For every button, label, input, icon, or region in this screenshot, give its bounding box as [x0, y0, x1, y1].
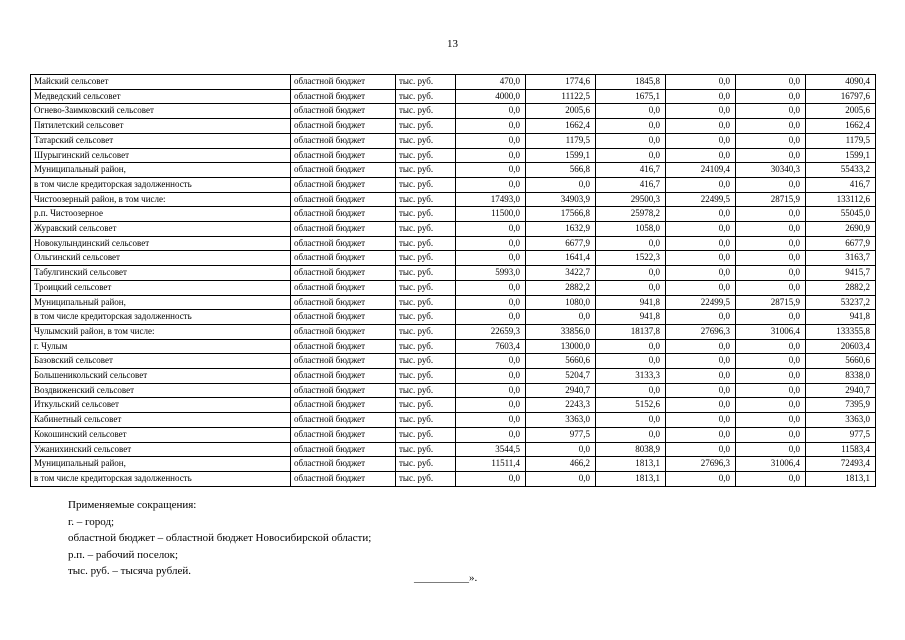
value-cell: 0,0	[736, 427, 806, 442]
value-cell: 0,0	[736, 413, 806, 428]
row-label-cell: в том числе кредиторская задолженность	[31, 310, 291, 325]
value-cell: 55045,0	[806, 207, 876, 222]
value-cell: 0,0	[456, 427, 526, 442]
value-cell: 0,0	[596, 383, 666, 398]
table-row	[31, 119, 876, 134]
unit-cell: тыс. руб.	[396, 75, 456, 90]
value-cell: 0,0	[666, 133, 736, 148]
unit-cell: тыс. руб.	[396, 471, 456, 486]
value-cell: 0,0	[736, 75, 806, 90]
value-cell: 0,0	[456, 354, 526, 369]
abbreviation-item: тыс. руб. – тысяча рублей.	[68, 565, 191, 577]
table-row	[31, 177, 876, 192]
value-cell: 1813,1	[596, 457, 666, 472]
row-label-cell: р.п. Чистоозерное	[31, 207, 291, 222]
value-cell: 11583,4	[806, 442, 876, 457]
abbreviation-item: г. – город;	[68, 515, 115, 528]
value-cell: 1080,0	[526, 295, 596, 310]
value-cell: 3422,7	[526, 266, 596, 281]
budget-source-cell: областной бюджет	[291, 339, 396, 354]
value-cell: 0,0	[666, 148, 736, 163]
budget-source-cell: областной бюджет	[291, 104, 396, 119]
value-cell: 941,8	[596, 295, 666, 310]
unit-cell: тыс. руб.	[396, 442, 456, 457]
value-cell: 72493,4	[806, 457, 876, 472]
value-cell: 0,0	[596, 266, 666, 281]
value-cell: 1845,8	[596, 75, 666, 90]
budget-source-cell: областной бюджет	[291, 369, 396, 384]
value-cell: 2690,9	[806, 222, 876, 237]
value-cell: 0,0	[666, 104, 736, 119]
value-cell: 2882,2	[806, 280, 876, 295]
value-cell: 0,0	[526, 310, 596, 325]
value-cell: 7395,9	[806, 398, 876, 413]
value-cell: 0,0	[666, 222, 736, 237]
value-cell: 0,0	[736, 369, 806, 384]
unit-cell: тыс. руб.	[396, 207, 456, 222]
value-cell: 0,0	[666, 266, 736, 281]
value-cell: 133112,6	[806, 192, 876, 207]
value-cell: 0,0	[736, 207, 806, 222]
value-cell: 4090,4	[806, 75, 876, 90]
value-cell: 8338,0	[806, 369, 876, 384]
table-row	[31, 383, 876, 398]
value-cell: 0,0	[736, 148, 806, 163]
value-cell: 1813,1	[596, 471, 666, 486]
value-cell: 0,0	[736, 280, 806, 295]
budget-source-cell: областной бюджет	[291, 163, 396, 178]
value-cell: 0,0	[736, 266, 806, 281]
value-cell: 0,0	[596, 236, 666, 251]
budget-source-cell: областной бюджет	[291, 427, 396, 442]
abbreviation-item: р.п. – рабочий поселок;	[68, 548, 179, 561]
row-label-cell: Пятилетский сельсовет	[31, 119, 291, 134]
value-cell: 0,0	[526, 177, 596, 192]
value-cell: 25978,2	[596, 207, 666, 222]
budget-source-cell: областной бюджет	[291, 295, 396, 310]
budget-source-cell: областной бюджет	[291, 192, 396, 207]
value-cell: 16797,6	[806, 89, 876, 104]
table-row	[31, 310, 876, 325]
unit-cell: тыс. руб.	[396, 457, 456, 472]
budget-source-cell: областной бюджет	[291, 413, 396, 428]
value-cell: 2940,7	[806, 383, 876, 398]
unit-cell: тыс. руб.	[396, 324, 456, 339]
value-cell: 133355,8	[806, 324, 876, 339]
row-label-cell: Чистоозерный район, в том числе:	[31, 192, 291, 207]
unit-cell: тыс. руб.	[396, 369, 456, 384]
unit-cell: тыс. руб.	[396, 192, 456, 207]
budget-source-cell: областной бюджет	[291, 89, 396, 104]
value-cell: 0,0	[736, 104, 806, 119]
value-cell: 11511,4	[456, 457, 526, 472]
row-label-cell: Муниципальный район,	[31, 457, 291, 472]
value-cell: 0,0	[666, 383, 736, 398]
value-cell: 0,0	[666, 251, 736, 266]
value-cell: 0,0	[666, 354, 736, 369]
value-cell: 31006,4	[736, 324, 806, 339]
value-cell: 1522,3	[596, 251, 666, 266]
budget-source-cell: областной бюджет	[291, 75, 396, 90]
value-cell: 0,0	[666, 177, 736, 192]
value-cell: 34903,9	[526, 192, 596, 207]
value-cell: 0,0	[666, 89, 736, 104]
value-cell: 11122,5	[526, 89, 596, 104]
value-cell: 0,0	[736, 383, 806, 398]
value-cell: 11500,0	[456, 207, 526, 222]
value-cell: 941,8	[806, 310, 876, 325]
row-label-cell: Кокошинский сельсовет	[31, 427, 291, 442]
row-label-cell: Табулгинский сельсовет	[31, 266, 291, 281]
value-cell: 0,0	[736, 398, 806, 413]
value-cell: 1662,4	[526, 119, 596, 134]
table-row	[31, 236, 876, 251]
value-cell: 0,0	[456, 251, 526, 266]
row-label-cell: г. Чулым	[31, 339, 291, 354]
budget-source-cell: областной бюджет	[291, 119, 396, 134]
value-cell: 941,8	[596, 310, 666, 325]
value-cell: 0,0	[456, 295, 526, 310]
value-cell: 24109,4	[666, 163, 736, 178]
budget-source-cell: областной бюджет	[291, 398, 396, 413]
row-label-cell: Шурыгинский сельсовет	[31, 148, 291, 163]
row-label-cell: Воздвиженский сельсовет	[31, 383, 291, 398]
value-cell: 28715,9	[736, 295, 806, 310]
table-row	[31, 280, 876, 295]
unit-cell: тыс. руб.	[396, 104, 456, 119]
table-row	[31, 354, 876, 369]
value-cell: 0,0	[666, 280, 736, 295]
value-cell: 5660,6	[526, 354, 596, 369]
budget-source-cell: областной бюджет	[291, 266, 396, 281]
row-label-cell: Чулымский район, в том числе:	[31, 324, 291, 339]
table-row	[31, 251, 876, 266]
value-cell: 33856,0	[526, 324, 596, 339]
value-cell: 6677,9	[806, 236, 876, 251]
value-cell: 1599,1	[806, 148, 876, 163]
row-label-cell: Ужанихинский сельсовет	[31, 442, 291, 457]
value-cell: 18137,8	[596, 324, 666, 339]
value-cell: 0,0	[666, 119, 736, 134]
value-cell: 0,0	[596, 104, 666, 119]
budget-source-cell: областной бюджет	[291, 251, 396, 266]
value-cell: 0,0	[736, 471, 806, 486]
table-row	[31, 398, 876, 413]
value-cell: 0,0	[736, 222, 806, 237]
value-cell: 13000,0	[526, 339, 596, 354]
table-row	[31, 369, 876, 384]
value-cell: 0,0	[456, 471, 526, 486]
value-cell: 0,0	[456, 163, 526, 178]
value-cell: 55433,2	[806, 163, 876, 178]
row-label-cell: Медведский сельсовет	[31, 89, 291, 104]
row-label-cell: Ольгинский сельсовет	[31, 251, 291, 266]
value-cell: 0,0	[456, 383, 526, 398]
budget-table-body	[31, 75, 876, 487]
table-row	[31, 104, 876, 119]
value-cell: 0,0	[666, 207, 736, 222]
row-label-cell: Огнево-Заимковский сельсовет	[31, 104, 291, 119]
value-cell: 3363,0	[526, 413, 596, 428]
value-cell: 1599,1	[526, 148, 596, 163]
value-cell: 0,0	[666, 339, 736, 354]
value-cell: 0,0	[666, 236, 736, 251]
value-cell: 1662,4	[806, 119, 876, 134]
value-cell: 1058,0	[596, 222, 666, 237]
value-cell: 30340,3	[736, 163, 806, 178]
value-cell: 0,0	[456, 222, 526, 237]
unit-cell: тыс. руб.	[396, 177, 456, 192]
value-cell: 0,0	[456, 398, 526, 413]
budget-source-cell: областной бюджет	[291, 148, 396, 163]
table-row	[31, 339, 876, 354]
budget-source-cell: областной бюджет	[291, 133, 396, 148]
budget-source-cell: областной бюджет	[291, 222, 396, 237]
value-cell: 22659,3	[456, 324, 526, 339]
value-cell: 0,0	[736, 177, 806, 192]
value-cell: 5204,7	[526, 369, 596, 384]
value-cell: 0,0	[666, 75, 736, 90]
table-row	[31, 222, 876, 237]
value-cell: 2882,2	[526, 280, 596, 295]
unit-cell: тыс. руб.	[396, 413, 456, 428]
value-cell: 3363,0	[806, 413, 876, 428]
unit-cell: тыс. руб.	[396, 383, 456, 398]
value-cell: 5993,0	[456, 266, 526, 281]
value-cell: 0,0	[596, 148, 666, 163]
unit-cell: тыс. руб.	[396, 398, 456, 413]
budget-source-cell: областной бюджет	[291, 457, 396, 472]
value-cell: 0,0	[456, 104, 526, 119]
unit-cell: тыс. руб.	[396, 89, 456, 104]
budget-table	[30, 74, 876, 487]
value-cell: 0,0	[596, 119, 666, 134]
budget-source-cell: областной бюджет	[291, 442, 396, 457]
table-row	[31, 295, 876, 310]
page-number: 13	[447, 38, 458, 50]
value-cell: 0,0	[456, 236, 526, 251]
value-cell: 0,0	[456, 148, 526, 163]
row-label-cell: Базовский сельсовет	[31, 354, 291, 369]
unit-cell: тыс. руб.	[396, 295, 456, 310]
row-label-cell: Кабинетный сельсовет	[31, 413, 291, 428]
value-cell: 0,0	[736, 251, 806, 266]
value-cell: 0,0	[456, 413, 526, 428]
row-label-cell: в том числе кредиторская задолженность	[31, 471, 291, 486]
row-label-cell: Майский сельсовет	[31, 75, 291, 90]
value-cell: 27696,3	[666, 457, 736, 472]
value-cell: 0,0	[526, 442, 596, 457]
value-cell: 1179,5	[806, 133, 876, 148]
unit-cell: тыс. руб.	[396, 236, 456, 251]
value-cell: 17566,8	[526, 207, 596, 222]
value-cell: 0,0	[666, 427, 736, 442]
value-cell: 470,0	[456, 75, 526, 90]
unit-cell: тыс. руб.	[396, 280, 456, 295]
table-row	[31, 192, 876, 207]
value-cell: 0,0	[596, 427, 666, 442]
value-cell: 17493,0	[456, 192, 526, 207]
value-cell: 2243,3	[526, 398, 596, 413]
table-row	[31, 148, 876, 163]
budget-source-cell: областной бюджет	[291, 177, 396, 192]
table-row	[31, 266, 876, 281]
value-cell: 22499,5	[666, 295, 736, 310]
value-cell: 27696,3	[666, 324, 736, 339]
value-cell: 0,0	[736, 89, 806, 104]
unit-cell: тыс. руб.	[396, 133, 456, 148]
value-cell: 0,0	[736, 119, 806, 134]
value-cell: 2940,7	[526, 383, 596, 398]
value-cell: 6677,9	[526, 236, 596, 251]
value-cell: 466,2	[526, 457, 596, 472]
closing-quote: __________».	[414, 572, 478, 584]
value-cell: 1179,5	[526, 133, 596, 148]
value-cell: 1675,1	[596, 89, 666, 104]
unit-cell: тыс. руб.	[396, 354, 456, 369]
value-cell: 566,8	[526, 163, 596, 178]
unit-cell: тыс. руб.	[396, 266, 456, 281]
budget-source-cell: областной бюджет	[291, 280, 396, 295]
budget-source-cell: областной бюджет	[291, 354, 396, 369]
value-cell: 0,0	[666, 310, 736, 325]
value-cell: 1632,9	[526, 222, 596, 237]
value-cell: 0,0	[456, 310, 526, 325]
value-cell: 0,0	[456, 177, 526, 192]
value-cell: 0,0	[736, 442, 806, 457]
value-cell: 416,7	[596, 163, 666, 178]
value-cell: 0,0	[736, 310, 806, 325]
value-cell: 0,0	[666, 442, 736, 457]
value-cell: 0,0	[666, 398, 736, 413]
table-row	[31, 75, 876, 90]
value-cell: 20603,4	[806, 339, 876, 354]
value-cell: 22499,5	[666, 192, 736, 207]
unit-cell: тыс. руб.	[396, 148, 456, 163]
value-cell: 1774,6	[526, 75, 596, 90]
budget-source-cell: областной бюджет	[291, 324, 396, 339]
budget-source-cell: областной бюджет	[291, 207, 396, 222]
value-cell: 5660,6	[806, 354, 876, 369]
value-cell: 0,0	[596, 354, 666, 369]
value-cell: 28715,9	[736, 192, 806, 207]
table-row	[31, 427, 876, 442]
unit-cell: тыс. руб.	[396, 163, 456, 178]
value-cell: 977,5	[806, 427, 876, 442]
value-cell: 0,0	[666, 413, 736, 428]
row-label-cell: Татарский сельсовет	[31, 133, 291, 148]
table-row	[31, 324, 876, 339]
value-cell: 0,0	[456, 280, 526, 295]
row-label-cell: в том числе кредиторская задолженность	[31, 177, 291, 192]
row-label-cell: Большеникольский сельсовет	[31, 369, 291, 384]
table-row	[31, 207, 876, 222]
table-row	[31, 442, 876, 457]
row-label-cell: Журавский сельсовет	[31, 222, 291, 237]
value-cell: 0,0	[736, 133, 806, 148]
value-cell: 9415,7	[806, 266, 876, 281]
value-cell: 977,5	[526, 427, 596, 442]
value-cell: 0,0	[666, 369, 736, 384]
value-cell: 0,0	[526, 471, 596, 486]
row-label-cell: Новокулындинский сельсовет	[31, 236, 291, 251]
value-cell: 2005,6	[806, 104, 876, 119]
value-cell: 5152,6	[596, 398, 666, 413]
value-cell: 0,0	[456, 133, 526, 148]
budget-source-cell: областной бюджет	[291, 383, 396, 398]
unit-cell: тыс. руб.	[396, 222, 456, 237]
abbreviations-notes	[68, 497, 371, 580]
budget-source-cell: областной бюджет	[291, 310, 396, 325]
row-label-cell: Муниципальный район,	[31, 163, 291, 178]
value-cell: 1641,4	[526, 251, 596, 266]
value-cell: 3544,5	[456, 442, 526, 457]
value-cell: 0,0	[456, 369, 526, 384]
budget-source-cell: областной бюджет	[291, 236, 396, 251]
table-row	[31, 457, 876, 472]
table-row	[31, 471, 876, 486]
value-cell: 416,7	[596, 177, 666, 192]
value-cell: 1813,1	[806, 471, 876, 486]
budget-source-cell: областной бюджет	[291, 471, 396, 486]
unit-cell: тыс. руб.	[396, 310, 456, 325]
value-cell: 4000,0	[456, 89, 526, 104]
value-cell: 31006,4	[736, 457, 806, 472]
row-label-cell: Иткульский сельсовет	[31, 398, 291, 413]
value-cell: 0,0	[456, 119, 526, 134]
table-row	[31, 163, 876, 178]
value-cell: 3133,3	[596, 369, 666, 384]
unit-cell: тыс. руб.	[396, 119, 456, 134]
value-cell: 416,7	[806, 177, 876, 192]
row-label-cell: Муниципальный район,	[31, 295, 291, 310]
table-row	[31, 89, 876, 104]
value-cell: 3163,7	[806, 251, 876, 266]
table-row	[31, 133, 876, 148]
value-cell: 0,0	[736, 354, 806, 369]
unit-cell: тыс. руб.	[396, 339, 456, 354]
table-row	[31, 413, 876, 428]
unit-cell: тыс. руб.	[396, 427, 456, 442]
value-cell: 0,0	[736, 339, 806, 354]
value-cell: 0,0	[736, 236, 806, 251]
value-cell: 8038,9	[596, 442, 666, 457]
abbreviations-heading: Применяемые сокращения:	[68, 499, 197, 511]
value-cell: 7603,4	[456, 339, 526, 354]
row-label-cell: Троицкий сельсовет	[31, 280, 291, 295]
value-cell: 29500,3	[596, 192, 666, 207]
value-cell: 53237,2	[806, 295, 876, 310]
value-cell: 0,0	[596, 413, 666, 428]
value-cell: 0,0	[596, 339, 666, 354]
value-cell: 2005,6	[526, 104, 596, 119]
value-cell: 0,0	[596, 280, 666, 295]
value-cell: 0,0	[666, 471, 736, 486]
value-cell: 0,0	[596, 133, 666, 148]
unit-cell: тыс. руб.	[396, 251, 456, 266]
abbreviation-item: областной бюджет – областной бюджет Новосибирской области;	[68, 532, 372, 544]
